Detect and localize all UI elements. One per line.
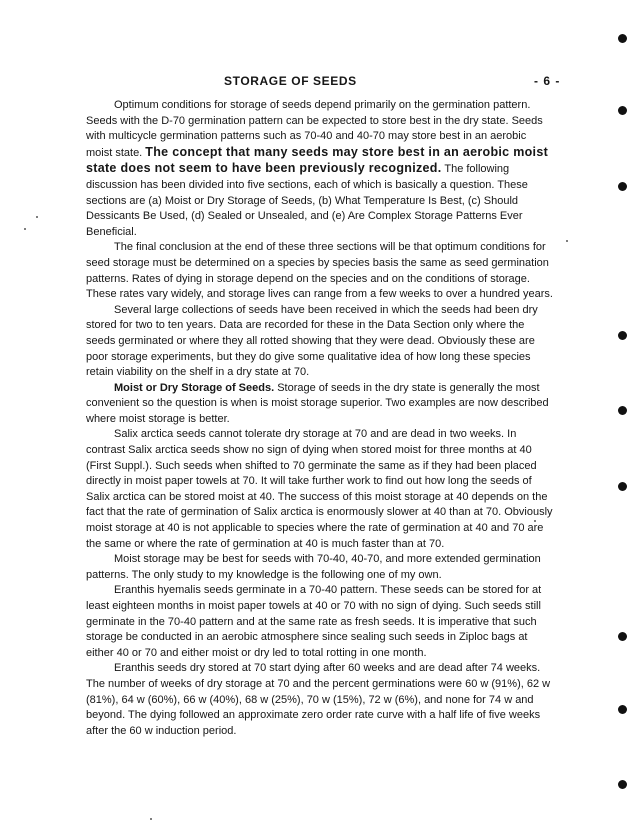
page-header [0,74,639,90]
paragraph-intro [86,98,554,240]
body-text [86,98,554,739]
paragraph-eranthis-dry-storage [86,661,554,739]
section-heading: Moist or Dry Storage of Seeds. [114,381,275,394]
text-segment: Salix arctica seeds cannot tolerate dry storage at 70 and are dead in two weeks. In contrast Salix arctica seeds show no sign of dying when stored moist for three months at 40 (First Suppl.). Such seeds when shifted to 70 germinate the same as if they had been placed directly in moist paper towels at 70. It will take further work to find out how long the seeds of Salix arctica can be stored moist at 40. The success of this moist storage at 40 depends on the fact that the rate of germination of Salix arctica is enormously slower at 40 than at 70. Obviously moist storage at 40 is not applicable to species where the rate of germination at 40 and 70 are the same or where the rate of germination at 40 is much faster than at 70. [86,428,553,550]
page-number: - 6 - [534,74,561,88]
paragraph-large-collections [86,303,554,381]
punch-hole-mark [618,106,627,115]
scan-speck [24,228,26,230]
text-segment: Optimum conditions for storage of seeds depend primarily on the germination pattern. Seeds with the D-70 germination pattern can be expected to store best in the dry state. Seeds with multicycle germination patterns such as 70-40 and 40-70 may store best in an aerobic moist state. [86,99,543,159]
key-concept-statement: The concept that many seeds may store best in an aerobic moist state does not seem to have been previously recognized. [86,144,549,176]
punch-hole-mark [618,34,627,43]
paragraph-final-conclusion [86,240,554,302]
punch-hole-mark [618,482,627,491]
paragraph-moist-storage [86,552,554,583]
text-segment: The following discussion has been divided into five sections, each of which is basically a question. These sections are (a) Moist or Dry Storage of Seeds, (b) What Temperature Is Best, (c) Should Dessicants Be Used, (d) Sealed or Unsealed, and (e) Are Complex Storage Patterns Ever Beneficial. [86,163,528,238]
scan-speck [566,240,568,242]
punch-hole-mark [618,182,627,191]
text-segment: Several large collections of seeds have been received in which the seeds had been dry stored for two to ten years. Data are recorded for these in the Data Section only where the seeds germinated or where they all rotted showing that they were dead. Obviously these are poor storage experiments, but they do give some qualitative idea of how long these species retain viability on the shelf in a dry state at 70. [86,303,538,379]
punch-hole-mark [618,705,627,714]
punch-hole-mark [618,406,627,415]
punch-hole-mark [618,331,627,340]
text-segment: Eranthis seeds dry stored at 70 start dying after 60 weeks and are dead after 74 weeks. The number of weeks of dry storage at 70 and the percent germinations were 60 w (91%), 62 w (81%), 64 w (60%), 66 w (40%), 68 w (25%), 70 w (15%), 72 w (6%), and none for 74 w and beyond. The dying followed an approximate zero order rate curve with a half life of five weeks after the 60 w induction period. [86,662,551,737]
scan-speck [36,216,38,218]
paragraph-salix-arctica [86,427,554,552]
punch-hole-mark [618,780,627,789]
text-segment: The final conclusion at the end of these three sections will be that optimum conditions for seed storage must be determined on a species by species basis the same as seed germination patterns. Rates of dying in storage depend on the species and on the conditions of storage. These rates vary widely, and storage lives can range from a few weeks to over a hundred years. [86,241,553,301]
text-segment: Eranthis hyemalis seeds germinate in a 70-40 pattern. These seeds can be stored for at least eighteen months in moist paper towels at 40 or 70 with no sign of dying. Such seeds still germinate in the 70-40 pattern and at the same rate as fresh seeds. It is imperative that such storage be conducted in an aerobic atmosphere since sealing such seeds in Ziploc bags at either 40 or 70 and either moist or dry led to total rotting in one month. [86,584,542,659]
punch-hole-mark [618,632,627,641]
paragraph-eranthis-hyemalis [86,583,554,661]
text-segment: Moist storage may be best for seeds with 70-40, 40-70, and more extended germination patterns. The only study to my knowledge is the following one of my own. [86,553,541,581]
scan-speck [150,818,152,820]
text-segment: Storage of seeds in the dry state is generally the most convenient so the question is when is moist storage superior. Two examples are now described where moist storage is better. [86,381,549,425]
paragraph-moist-or-dry [86,381,554,428]
scan-speck [534,520,536,522]
page-title: STORAGE OF SEEDS [224,74,357,88]
